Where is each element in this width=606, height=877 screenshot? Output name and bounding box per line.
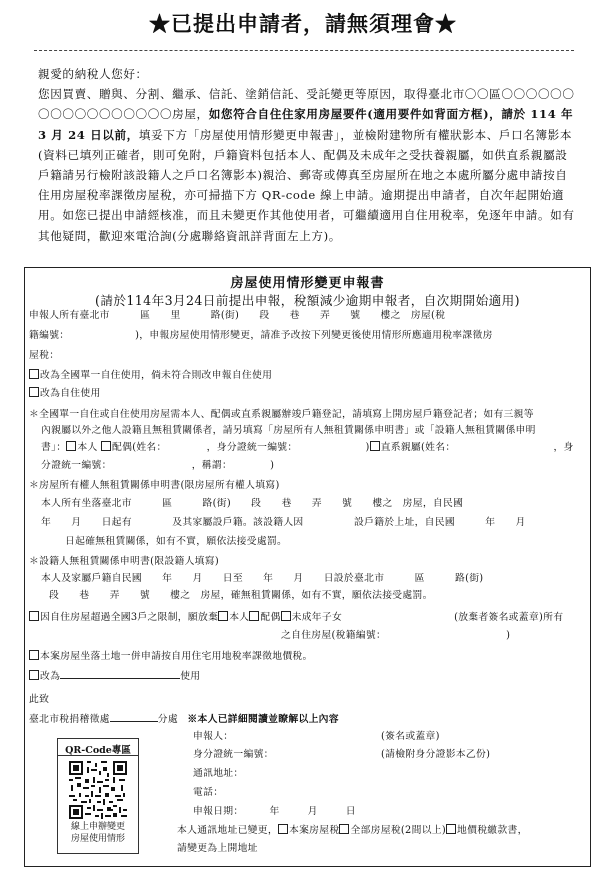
date-label: 申報日期： (193, 806, 244, 817)
form-title: 房屋使用情形變更申報書 (230, 276, 385, 291)
checkbox-all-house-tax[interactable] (339, 824, 349, 834)
checkbox-relative[interactable] (370, 441, 380, 451)
option-self-use[interactable] (29, 387, 101, 400)
qr-section-divider (58, 755, 138, 756)
branch-label: 分處 (157, 714, 178, 725)
address-change-row (177, 824, 528, 837)
limit-waiver-label: 因自住房屋超過全國3戶之限制，願放棄 (40, 612, 219, 623)
owner-declaration-line1: 本人所有坐落臺北市 區 路(街) 段 巷 弄 號 樓之 房屋，自民國 (41, 498, 464, 509)
date-month: 月 (307, 806, 318, 817)
option-land-tax[interactable] (29, 650, 313, 663)
qr-code-icon[interactable] (69, 761, 127, 819)
checkbox-limit-self[interactable] (218, 611, 228, 621)
salutation: 此致 (29, 694, 50, 705)
checkbox-self-use[interactable] (29, 387, 39, 397)
option-national-self-use-label: 改為全國單一自住使用，倘未符合則改申報自住使用 (40, 370, 273, 381)
checkbox-limit-waiver[interactable] (29, 611, 39, 621)
note-household: ＊全國單一自住或自住使用房屋需本人、配偶或直系親屬辦竣戶籍登記，請填寫上開房屋戶籍登記者；如有三親等 (29, 409, 534, 420)
qr-caption-line1: 線上申辦變更 (70, 822, 125, 832)
owner-declaration-line3: 日起確無租賃關係，如有不實，願依法接受處罰。 (65, 536, 288, 547)
notice-title: ★已提出申請者，請無須理會★ (149, 11, 457, 36)
land-value-tax-bill-label: 地價稅繳款書， (457, 825, 528, 836)
label-spouse: 配偶(姓名： (112, 442, 167, 453)
limit-spouse-label: 配偶 (260, 612, 281, 623)
form-subtitle: (請於114年3月24日前提出申報，稅額減少逾期申報者，自次期開始適用) (95, 293, 520, 308)
checkbox-land-tax[interactable] (29, 650, 39, 660)
form-line-2: 籍編號： )，申報房屋使用情形變更，請准予改按下列變更後使用情形所應適用稅率課徵房 (29, 330, 493, 341)
title-divider (34, 50, 574, 51)
letter-body-part1: 您因買賣、贈與、分割、繼承、信託、塗銷信託、受託變更等原因，取得臺北市〇〇區〇〇〇〇〇〇〇〇〇〇〇〇〇〇〇〇〇房屋， (38, 87, 575, 122)
checkbox-spouse[interactable] (101, 441, 111, 451)
applicant-id-hint: (請檢附身分證影本乙份) (381, 749, 491, 760)
limit-waiver-row (29, 611, 563, 624)
all-house-tax-label: 全部房屋稅(2間以上) (350, 825, 447, 836)
option-self-use-label: 改為自住使用 (40, 388, 101, 399)
limit-sign-hint: (放棄者簽名或蓋章)所有 (454, 612, 564, 623)
applicant-sign-hint: (簽名或蓋章) (381, 731, 440, 742)
resident-declaration-line1: 本人及家屬戶籍自民國 年 月 日至 年 月 日設於臺北市 區 路(街) (41, 573, 484, 584)
relative-id-row: 分證統一編號： ，稱謂： ) (41, 460, 275, 471)
label-relative-id: ，身 (553, 442, 574, 453)
checkbox-change-usage[interactable] (29, 670, 39, 680)
label-relative: 直系親屬(姓名： (380, 442, 456, 453)
date-row (193, 805, 356, 818)
date-year: 年 (269, 806, 280, 817)
applicant-label: 申報人： (193, 731, 234, 742)
relation-label: ，稱謂： (191, 460, 233, 471)
limit-tax-id-row: 之自住房屋(稅籍編號： ) (281, 630, 511, 641)
household-person-row: 書」： 本人 配偶(姓名： ，身分證統一編號： ) 直系親屬(姓名： ，身 (41, 442, 574, 453)
letter-body-part2: 填妥下方「房屋使用情形變更申報書」，並檢附建物所有權狀影本、戶口名簿影本(資料已填列正確者，則可免附，戶籍資料包括本人、配偶及未成年之受扶養親屬，如供直系親屬設戶籍請另行檢附該設籍人之戶口名簿影本)親洽、郵寄或傳真至房屋所在地之本處所屬分處申請按自住用房屋稅率課徵房屋稅，亦可掃描下方 QR-code 線上申請。逾期提出申請者，自次年起開始適用。如您已提出申請經核准，而且未變更作其他使用者，可繼續適用自住用稅率，免逐年申請。如有其他疑問，歡迎來電洽詢(分處聯絡資訊詳背面左上方)。 (38, 127, 575, 243)
form-line-1: 申報人所有臺北市 區 里 路(街) 段 巷 弄 號 樓之 房屋(稅 (29, 310, 446, 321)
address-change-note: 請變更為上開地址 (177, 843, 258, 854)
limit-self-label: 本人 (229, 612, 250, 623)
limit-tax-id-label: 之自住房屋(稅籍編號： (281, 630, 387, 641)
declaration-statement: ※本人已詳細閱讀並瞭解以上內容 (187, 714, 339, 725)
form-line-3: 屋稅： (29, 350, 60, 361)
relative-id-label: 分證統一編號： (41, 460, 112, 471)
resident-declaration-title: ＊設籍人無租賃關係申明書(限設籍人填寫) (29, 556, 219, 567)
checkbox-land-value-tax-bill[interactable] (446, 824, 456, 834)
checkbox-limit-spouse[interactable] (249, 611, 259, 621)
option-land-tax-label: 本案房屋坐落土地一併申請按自用住宅用地稅率課徵地價稅。 (40, 651, 313, 662)
change-usage-label: 改為 (40, 671, 61, 682)
qr-caption-line2: 房屋使用情形 (70, 834, 125, 844)
label-spouse-id: ，身分證統一編號： (206, 442, 298, 453)
this-house-tax-label: 本案房屋稅 (288, 825, 340, 836)
option-change-usage[interactable] (29, 668, 200, 683)
branch-field[interactable] (110, 711, 158, 722)
applicant-id-label: 身分證統一編號： (193, 749, 274, 760)
checkbox-limit-minor[interactable] (281, 611, 291, 621)
note-household-2: 內親屬以外之他人設籍且無租賃關係者，請另填寫「房屋所有人無租賃關係申明書」或「設籍人無租賃關係申明 (41, 425, 536, 436)
qr-code-section (57, 738, 139, 854)
limit-minor-label: 未成年子女 (291, 612, 343, 623)
usage-change-form (24, 267, 591, 867)
change-usage-field[interactable] (60, 668, 180, 679)
notice-letter (38, 64, 578, 246)
qr-section-label: QR-Code專區 (65, 745, 131, 756)
date-day: 日 (345, 806, 356, 817)
label-self: 本人 (77, 442, 98, 453)
office-row (29, 711, 339, 726)
address-label: 通訊地址： (193, 768, 244, 779)
owner-declaration-line2: 年 月 日起有 及其家屬設戶籍。該設籍人因 設戶籍於上址，自民國 年 月 (41, 517, 526, 528)
letter-greeting: 親愛的納稅人您好： (38, 67, 148, 81)
household-person-prefix: 書」： (41, 442, 67, 453)
checkbox-self[interactable] (66, 441, 76, 451)
qr-caption (58, 821, 138, 845)
address-change-label: 本人通訊地址已變更， (177, 825, 278, 836)
resident-declaration-line2: 段 巷 弄 號 樓之 房屋，確無租賃關係，如有不實，願依法接受處罰。 (49, 590, 433, 601)
letter-body-bold: 如您符合自住住家用房屋要件(適用要件如背面方框)，請於 114 年 3 月 24 日以前， (38, 107, 574, 142)
letter-body (38, 84, 578, 246)
option-national-self-use[interactable] (29, 369, 272, 382)
phone-label: 電話： (193, 787, 224, 798)
change-usage-suffix: 使用 (180, 671, 201, 682)
office-name: 臺北市稅捐稽徵處 (29, 714, 110, 725)
checkbox-this-house-tax[interactable] (278, 824, 288, 834)
owner-declaration-title: ＊房屋所有權人無租賃關係申明書(限房屋所有權人填寫) (29, 480, 280, 491)
checkbox-national-self-use[interactable] (29, 369, 39, 379)
